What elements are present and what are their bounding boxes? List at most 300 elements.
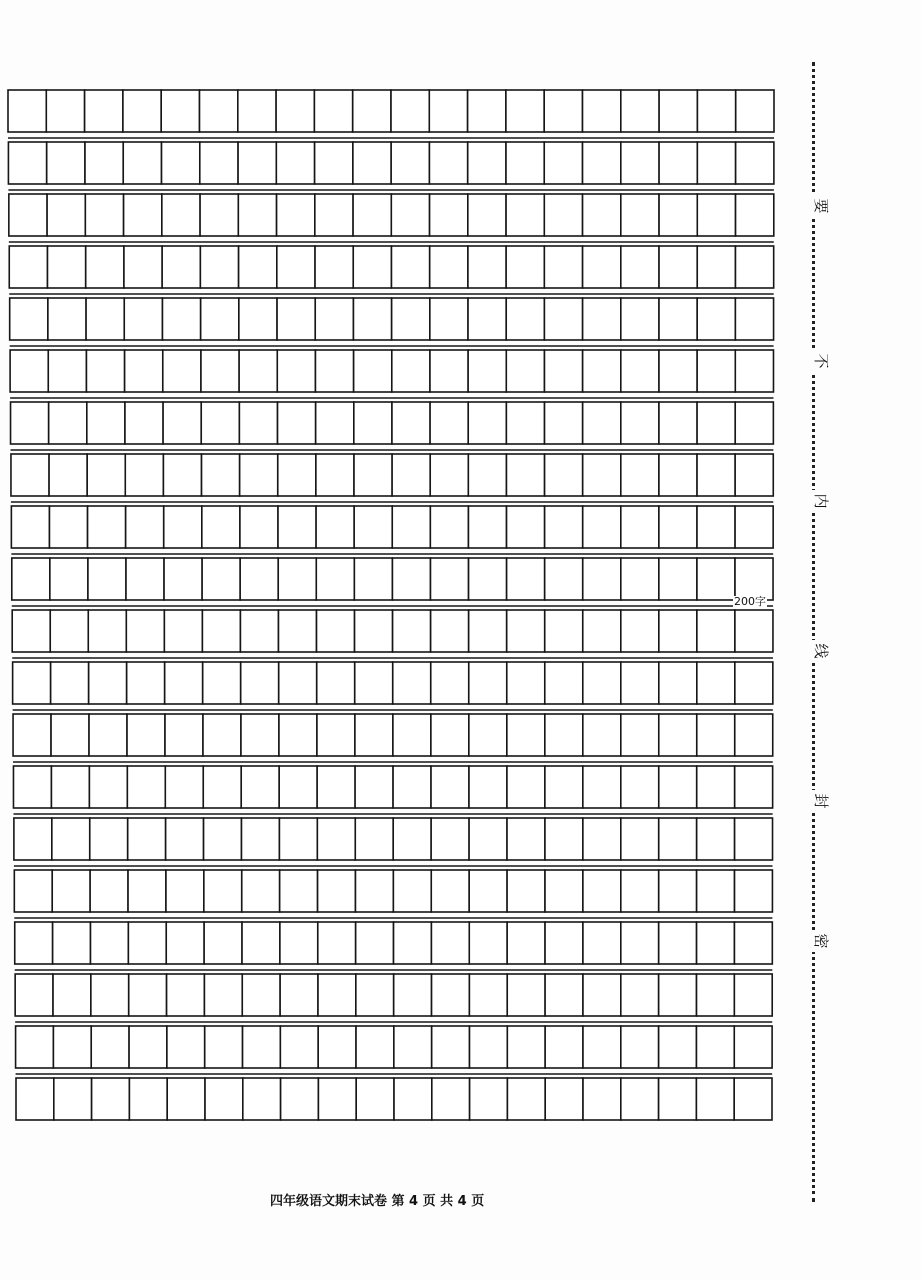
grid-cell[interactable] — [166, 922, 204, 964]
grid-cell[interactable] — [355, 766, 393, 808]
grid-cell[interactable] — [316, 506, 354, 548]
grid-cell[interactable] — [621, 142, 659, 184]
grid-cell[interactable] — [583, 142, 621, 184]
grid-cell[interactable] — [239, 246, 277, 288]
grid-cell[interactable] — [621, 922, 659, 964]
grid-cell[interactable] — [659, 610, 697, 652]
grid-cell[interactable] — [355, 818, 393, 860]
grid-cell[interactable] — [86, 350, 124, 392]
grid-cell[interactable] — [11, 454, 49, 496]
grid-cell[interactable] — [697, 454, 735, 496]
grid-cell[interactable] — [391, 142, 429, 184]
grid-cell[interactable] — [696, 1078, 734, 1120]
grid-cell[interactable] — [659, 194, 697, 236]
grid-cell[interactable] — [317, 714, 355, 756]
grid-cell[interactable] — [129, 1026, 167, 1068]
grid-cell[interactable] — [166, 870, 204, 912]
grid-cell[interactable] — [545, 610, 583, 652]
grid-cell[interactable] — [506, 454, 544, 496]
grid-cell[interactable] — [393, 818, 431, 860]
grid-cell[interactable] — [243, 1026, 281, 1068]
grid-cell[interactable] — [545, 766, 583, 808]
grid-cell[interactable] — [16, 1078, 54, 1120]
grid-cell[interactable] — [735, 766, 773, 808]
grid-cell[interactable] — [317, 818, 355, 860]
grid-cell[interactable] — [621, 454, 659, 496]
grid-cell[interactable] — [394, 1078, 432, 1120]
grid-cell[interactable] — [239, 350, 277, 392]
grid-cell[interactable] — [280, 974, 318, 1016]
grid-cell[interactable] — [163, 454, 201, 496]
grid-cell[interactable] — [278, 558, 316, 600]
grid-cell[interactable] — [127, 766, 165, 808]
grid-cell[interactable] — [697, 818, 735, 860]
grid-cell[interactable] — [354, 350, 392, 392]
grid-cell[interactable] — [432, 1078, 470, 1120]
grid-cell[interactable] — [506, 90, 544, 132]
grid-cell[interactable] — [126, 506, 164, 548]
grid-cell[interactable] — [394, 1026, 432, 1068]
grid-cell[interactable] — [583, 766, 621, 808]
grid-cell[interactable] — [431, 662, 469, 704]
grid-cell[interactable] — [621, 298, 659, 340]
grid-cell[interactable] — [659, 974, 697, 1016]
grid-cell[interactable] — [545, 454, 583, 496]
grid-cell[interactable] — [127, 714, 165, 756]
grid-cell[interactable] — [277, 246, 315, 288]
grid-cell[interactable] — [54, 1078, 92, 1120]
grid-cell[interactable] — [583, 90, 621, 132]
grid-cell[interactable] — [13, 714, 51, 756]
grid-cell[interactable] — [468, 194, 506, 236]
grid-cell[interactable] — [49, 454, 87, 496]
grid-cell[interactable] — [430, 402, 468, 444]
grid-cell[interactable] — [545, 662, 583, 704]
grid-cell[interactable] — [241, 662, 279, 704]
grid-cell[interactable] — [166, 818, 204, 860]
grid-cell[interactable] — [468, 402, 506, 444]
grid-cell[interactable] — [544, 194, 582, 236]
grid-cell[interactable] — [167, 974, 205, 1016]
grid-cell[interactable] — [469, 714, 507, 756]
grid-cell[interactable] — [316, 558, 354, 600]
grid-cell[interactable] — [89, 766, 127, 808]
grid-cell[interactable] — [205, 1078, 243, 1120]
grid-cell[interactable] — [203, 766, 241, 808]
grid-cell[interactable] — [507, 714, 545, 756]
grid-cell[interactable] — [281, 1078, 319, 1120]
grid-cell[interactable] — [238, 142, 276, 184]
grid-cell[interactable] — [201, 298, 239, 340]
grid-cell[interactable] — [128, 870, 166, 912]
grid-cell[interactable] — [315, 298, 353, 340]
grid-cell[interactable] — [697, 194, 735, 236]
grid-cell[interactable] — [545, 870, 583, 912]
grid-cell[interactable] — [583, 506, 621, 548]
grid-cell[interactable] — [164, 610, 202, 652]
grid-cell[interactable] — [127, 662, 165, 704]
grid-cell[interactable] — [621, 610, 659, 652]
grid-cell[interactable] — [353, 142, 391, 184]
grid-cell[interactable] — [583, 1026, 621, 1068]
grid-cell[interactable] — [165, 714, 203, 756]
grid-cell[interactable] — [506, 298, 544, 340]
grid-cell[interactable] — [621, 194, 659, 236]
grid-cell[interactable] — [241, 714, 279, 756]
grid-cell[interactable] — [621, 870, 659, 912]
grid-cell[interactable] — [583, 246, 621, 288]
grid-cell[interactable] — [736, 142, 774, 184]
grid-cell[interactable] — [469, 766, 507, 808]
grid-cell[interactable] — [242, 870, 280, 912]
grid-cell[interactable] — [583, 1078, 621, 1120]
grid-cell[interactable] — [544, 350, 582, 392]
grid-cell[interactable] — [507, 922, 545, 964]
grid-cell[interactable] — [314, 90, 352, 132]
grid-cell[interactable] — [49, 506, 87, 548]
grid-cell[interactable] — [583, 974, 621, 1016]
grid-cell[interactable] — [356, 922, 394, 964]
grid-cell[interactable] — [430, 454, 468, 496]
grid-cell[interactable] — [507, 1078, 545, 1120]
grid-cell[interactable] — [125, 350, 163, 392]
grid-cell[interactable] — [242, 974, 280, 1016]
grid-cell[interactable] — [318, 974, 356, 1016]
grid-cell[interactable] — [621, 350, 659, 392]
grid-cell[interactable] — [430, 298, 468, 340]
grid-cell[interactable] — [354, 506, 392, 548]
grid-cell[interactable] — [697, 662, 735, 704]
grid-cell[interactable] — [10, 350, 48, 392]
grid-cell[interactable] — [545, 818, 583, 860]
grid-cell[interactable] — [430, 506, 468, 548]
grid-cell[interactable] — [353, 246, 391, 288]
grid-cell[interactable] — [506, 142, 544, 184]
grid-cell[interactable] — [697, 610, 735, 652]
grid-cell[interactable] — [391, 194, 429, 236]
grid-cell[interactable] — [393, 610, 431, 652]
grid-cell[interactable] — [91, 1026, 129, 1068]
grid-cell[interactable] — [280, 870, 318, 912]
grid-cell[interactable] — [431, 714, 469, 756]
grid-cell[interactable] — [14, 818, 52, 860]
grid-cell[interactable] — [697, 714, 735, 756]
grid-cell[interactable] — [736, 90, 774, 132]
grid-cell[interactable] — [468, 350, 506, 392]
grid-cell[interactable] — [621, 1078, 659, 1120]
grid-cell[interactable] — [392, 350, 430, 392]
grid-cell[interactable] — [430, 350, 468, 392]
grid-cell[interactable] — [354, 454, 392, 496]
grid-cell[interactable] — [545, 922, 583, 964]
grid-cell[interactable] — [697, 402, 735, 444]
grid-cell[interactable] — [735, 246, 773, 288]
grid-cell[interactable] — [200, 194, 238, 236]
grid-cell[interactable] — [507, 818, 545, 860]
grid-cell[interactable] — [394, 922, 432, 964]
grid-cell[interactable] — [47, 142, 85, 184]
grid-cell[interactable] — [279, 766, 317, 808]
grid-cell[interactable] — [392, 454, 430, 496]
grid-cell[interactable] — [123, 142, 161, 184]
grid-cell[interactable] — [315, 194, 353, 236]
grid-cell[interactable] — [697, 246, 735, 288]
grid-cell[interactable] — [317, 662, 355, 704]
grid-cell[interactable] — [431, 766, 469, 808]
grid-cell[interactable] — [431, 818, 469, 860]
grid-cell[interactable] — [392, 402, 430, 444]
grid-cell[interactable] — [242, 922, 280, 964]
grid-cell[interactable] — [392, 298, 430, 340]
grid-cell[interactable] — [545, 558, 583, 600]
grid-cell[interactable] — [545, 974, 583, 1016]
grid-cell[interactable] — [659, 766, 697, 808]
grid-cell[interactable] — [506, 402, 544, 444]
grid-cell[interactable] — [659, 246, 697, 288]
grid-cell[interactable] — [243, 1078, 281, 1120]
grid-cell[interactable] — [394, 974, 432, 1016]
grid-cell[interactable] — [583, 194, 621, 236]
grid-cell[interactable] — [583, 350, 621, 392]
grid-cell[interactable] — [697, 870, 735, 912]
grid-cell[interactable] — [9, 246, 47, 288]
grid-cell[interactable] — [238, 194, 276, 236]
grid-cell[interactable] — [735, 402, 773, 444]
grid-cell[interactable] — [621, 662, 659, 704]
grid-cell[interactable] — [469, 818, 507, 860]
grid-cell[interactable] — [85, 194, 123, 236]
grid-cell[interactable] — [583, 922, 621, 964]
grid-cell[interactable] — [621, 766, 659, 808]
grid-cell[interactable] — [659, 402, 697, 444]
grid-cell[interactable] — [583, 402, 621, 444]
grid-cell[interactable] — [46, 90, 84, 132]
grid-cell[interactable] — [277, 350, 315, 392]
grid-cell[interactable] — [204, 922, 242, 964]
grid-cell[interactable] — [162, 194, 200, 236]
grid-cell[interactable] — [392, 506, 430, 548]
grid-cell[interactable] — [431, 922, 469, 964]
grid-cell[interactable] — [129, 1078, 167, 1120]
grid-cell[interactable] — [469, 1026, 507, 1068]
grid-cell[interactable] — [583, 662, 621, 704]
grid-cell[interactable] — [203, 714, 241, 756]
grid-cell[interactable] — [621, 818, 659, 860]
grid-cell[interactable] — [697, 974, 735, 1016]
grid-cell[interactable] — [431, 870, 469, 912]
grid-cell[interactable] — [735, 454, 773, 496]
grid-cell[interactable] — [47, 194, 85, 236]
grid-cell[interactable] — [276, 142, 314, 184]
grid-cell[interactable] — [317, 610, 355, 652]
grid-cell[interactable] — [202, 610, 240, 652]
grid-cell[interactable] — [506, 350, 544, 392]
grid-cell[interactable] — [51, 766, 89, 808]
grid-cell[interactable] — [545, 506, 583, 548]
grid-cell[interactable] — [659, 298, 697, 340]
grid-cell[interactable] — [128, 818, 166, 860]
grid-cell[interactable] — [583, 714, 621, 756]
grid-cell[interactable] — [52, 818, 90, 860]
grid-cell[interactable] — [315, 246, 353, 288]
grid-cell[interactable] — [734, 1078, 772, 1120]
grid-cell[interactable] — [91, 974, 129, 1016]
grid-cell[interactable] — [468, 298, 506, 340]
grid-cell[interactable] — [393, 662, 431, 704]
grid-cell[interactable] — [735, 714, 773, 756]
grid-cell[interactable] — [165, 766, 203, 808]
grid-cell[interactable] — [278, 402, 316, 444]
grid-cell[interactable] — [545, 402, 583, 444]
grid-cell[interactable] — [9, 194, 47, 236]
grid-cell[interactable] — [355, 662, 393, 704]
grid-cell[interactable] — [318, 1026, 356, 1068]
grid-cell[interactable] — [124, 194, 162, 236]
grid-cell[interactable] — [125, 402, 163, 444]
grid-cell[interactable] — [50, 610, 88, 652]
grid-cell[interactable] — [239, 298, 277, 340]
grid-cell[interactable] — [583, 818, 621, 860]
grid-cell[interactable] — [659, 714, 697, 756]
grid-cell[interactable] — [88, 610, 126, 652]
grid-cell[interactable] — [429, 142, 467, 184]
grid-cell[interactable] — [468, 454, 506, 496]
grid-cell[interactable] — [128, 922, 166, 964]
grid-cell[interactable] — [163, 350, 201, 392]
grid-cell[interactable] — [88, 558, 126, 600]
grid-cell[interactable] — [469, 662, 507, 704]
grid-cell[interactable] — [204, 870, 242, 912]
grid-cell[interactable] — [316, 454, 354, 496]
grid-cell[interactable] — [697, 766, 735, 808]
grid-cell[interactable] — [659, 454, 697, 496]
grid-cell[interactable] — [353, 298, 391, 340]
grid-cell[interactable] — [53, 974, 91, 1016]
grid-cell[interactable] — [12, 558, 50, 600]
grid-cell[interactable] — [432, 974, 470, 1016]
grid-cell[interactable] — [659, 558, 697, 600]
grid-cell[interactable] — [697, 350, 735, 392]
grid-cell[interactable] — [469, 558, 507, 600]
grid-cell[interactable] — [278, 506, 316, 548]
grid-cell[interactable] — [123, 90, 161, 132]
grid-cell[interactable] — [507, 662, 545, 704]
grid-cell[interactable] — [621, 974, 659, 1016]
grid-cell[interactable] — [736, 194, 774, 236]
grid-cell[interactable] — [88, 506, 126, 548]
grid-cell[interactable] — [318, 922, 356, 964]
grid-cell[interactable] — [353, 194, 391, 236]
grid-cell[interactable] — [469, 974, 507, 1016]
grid-cell[interactable] — [202, 454, 240, 496]
grid-cell[interactable] — [13, 662, 51, 704]
grid-cell[interactable] — [280, 1026, 318, 1068]
grid-cell[interactable] — [544, 90, 582, 132]
grid-cell[interactable] — [162, 142, 200, 184]
grid-cell[interactable] — [126, 610, 164, 652]
grid-cell[interactable] — [167, 1026, 205, 1068]
grid-cell[interactable] — [8, 90, 46, 132]
grid-cell[interactable] — [161, 90, 199, 132]
grid-cell[interactable] — [393, 766, 431, 808]
grid-cell[interactable] — [468, 246, 506, 288]
grid-cell[interactable] — [240, 454, 278, 496]
grid-cell[interactable] — [430, 194, 468, 236]
grid-cell[interactable] — [8, 142, 46, 184]
grid-cell[interactable] — [15, 974, 53, 1016]
grid-cell[interactable] — [87, 402, 125, 444]
grid-cell[interactable] — [507, 610, 545, 652]
grid-cell[interactable] — [315, 350, 353, 392]
grid-cell[interactable] — [165, 662, 203, 704]
grid-cell[interactable] — [545, 1026, 583, 1068]
grid-cell[interactable] — [583, 558, 621, 600]
grid-cell[interactable] — [659, 818, 697, 860]
grid-cell[interactable] — [240, 610, 278, 652]
grid-cell[interactable] — [279, 714, 317, 756]
grid-cell[interactable] — [659, 870, 697, 912]
grid-cell[interactable] — [696, 1026, 734, 1068]
grid-cell[interactable] — [47, 246, 85, 288]
grid-cell[interactable] — [621, 1026, 659, 1068]
grid-cell[interactable] — [10, 298, 48, 340]
grid-cell[interactable] — [353, 90, 391, 132]
grid-cell[interactable] — [90, 818, 128, 860]
grid-cell[interactable] — [11, 402, 49, 444]
grid-cell[interactable] — [393, 870, 431, 912]
grid-cell[interactable] — [544, 298, 582, 340]
grid-cell[interactable] — [167, 1078, 205, 1120]
grid-cell[interactable] — [315, 142, 353, 184]
grid-cell[interactable] — [507, 974, 545, 1016]
grid-cell[interactable] — [432, 1026, 470, 1068]
grid-cell[interactable] — [621, 506, 659, 548]
grid-cell[interactable] — [279, 662, 317, 704]
grid-cell[interactable] — [90, 922, 128, 964]
grid-cell[interactable] — [697, 298, 735, 340]
grid-cell[interactable] — [86, 246, 124, 288]
grid-cell[interactable] — [393, 714, 431, 756]
grid-cell[interactable] — [129, 974, 167, 1016]
grid-cell[interactable] — [621, 246, 659, 288]
grid-cell[interactable] — [735, 558, 773, 600]
grid-cell[interactable] — [162, 246, 200, 288]
grid-cell[interactable] — [659, 662, 697, 704]
grid-cell[interactable] — [659, 1078, 697, 1120]
grid-cell[interactable] — [89, 714, 127, 756]
grid-cell[interactable] — [52, 870, 90, 912]
grid-cell[interactable] — [659, 350, 697, 392]
grid-cell[interactable] — [735, 818, 773, 860]
grid-cell[interactable] — [53, 922, 91, 964]
grid-cell[interactable] — [391, 246, 429, 288]
grid-cell[interactable] — [391, 90, 429, 132]
grid-cell[interactable] — [469, 922, 507, 964]
grid-cell[interactable] — [14, 870, 52, 912]
grid-cell[interactable] — [430, 558, 468, 600]
grid-cell[interactable] — [507, 558, 545, 600]
grid-cell[interactable] — [355, 714, 393, 756]
grid-cell[interactable] — [506, 194, 544, 236]
grid-cell[interactable] — [240, 506, 278, 548]
grid-cell[interactable] — [200, 246, 238, 288]
grid-cell[interactable] — [124, 298, 162, 340]
grid-cell[interactable] — [697, 506, 735, 548]
grid-cell[interactable] — [469, 870, 507, 912]
grid-cell[interactable] — [354, 402, 392, 444]
grid-cell[interactable] — [16, 1026, 54, 1068]
grid-cell[interactable] — [468, 506, 506, 548]
